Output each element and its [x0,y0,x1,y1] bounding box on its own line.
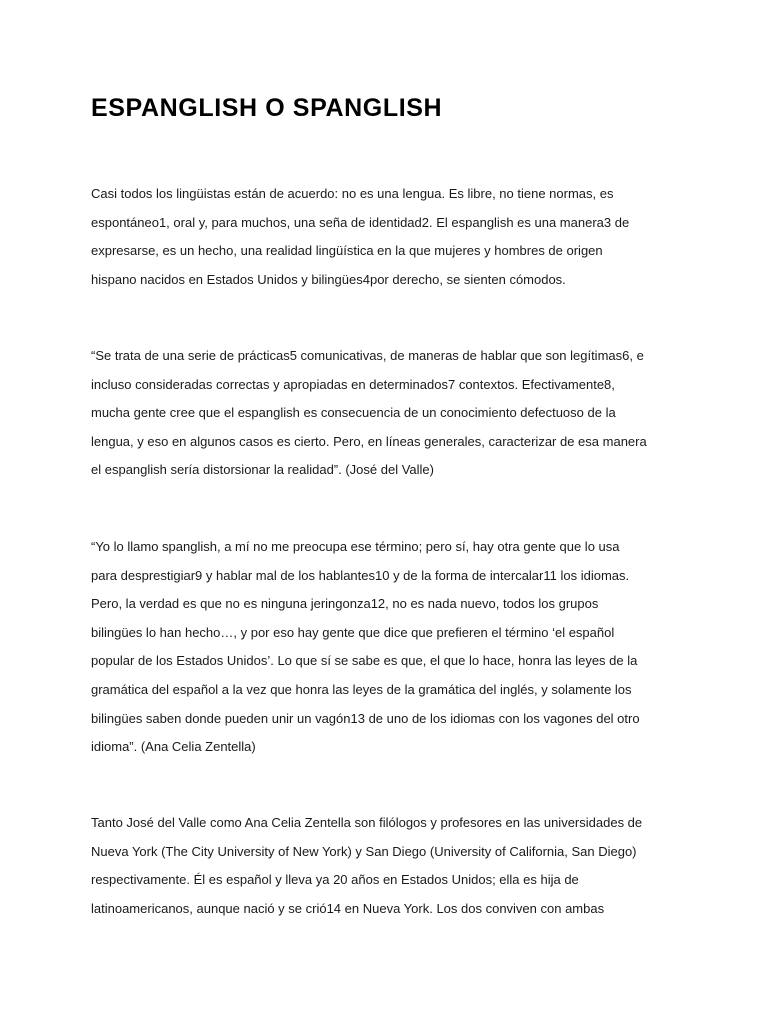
paragraph-quote-ana-celia-zentella [91,533,681,762]
text-line: idioma”. (Ana Celia Zentella) [91,739,256,755]
text-line: popular de los Estados Unidos’. Lo que sí se sabe es que, el que lo hace, honra las leyes de la [91,653,638,669]
paragraph-intro [91,180,681,294]
paragraph-authors-context [91,809,681,923]
text-line: respectivamente. Él es español y lleva ya 20 años en Estados Unidos; ella es hija de [91,872,579,888]
text-line: expresarse, es un hecho, una realidad lingüística en la que mujeres y hombres de origen [91,243,603,259]
text-line: espontáneo1, oral y, para muchos, una seña de identidad2. El espanglish es una manera3 de [91,214,630,230]
text-line: para desprestigiar9 y hablar mal de los hablantes10 y de la forma de intercalar11 los idiomas. [91,567,630,583]
text-line: “Yo lo llamo spanglish, a mí no me preocupa ese término; pero sí, hay otra gente que lo usa [91,539,620,554]
text-line: lengua, y eso en algunos casos es cierto. Pero, en líneas generales, caracterizar de esa manera [91,433,647,449]
text-line: gramática del español a la vez que honra las leyes de la gramática del inglés, y solamente los [91,681,632,697]
text-line: latinoamericanos, aunque nació y se crió14 en Nueva York. Los dos conviven con ambas [91,900,605,916]
text-line: mucha gente cree que el espanglish es consecuencia de un conocimiento defectuoso de la [91,405,616,421]
text-line: bilingües saben donde pueden unir un vagón13 de uno de los idiomas con los vagones del otro [91,710,640,726]
paragraph-quote-jose-del-valle [91,342,681,485]
text-line: bilingües lo han hecho…, y por eso hay gente que dice que prefieren el término ‘el español [91,624,615,640]
text-line: incluso consideradas correctas y apropiadas en determinados7 contextos. Efectivamente8, [91,376,615,392]
text-line: “Se trata de una serie de prácticas5 comunicativas, de maneras de hablar que son legítimas6, e [91,348,644,363]
text-line: Pero, la verdad es que no es ninguna jeringonza12, no es nada nuevo, todos los grupos [91,596,599,612]
text-line: Nueva York (The City University of New York) y San Diego (University of California, San Diego) [91,843,637,859]
document-title: ESPANGLISH O SPANGLISH [91,94,443,122]
text-line: el espanglish sería distorsionar la realidad”. (José del Valle) [91,462,434,478]
text-line: Casi todos los lingüistas están de acuerdo: no es una lengua. Es libre, no tiene normas, es [91,186,614,201]
text-line: Tanto José del Valle como Ana Celia Zentella son filólogos y profesores en las universidades de [91,815,643,830]
text-line: hispano nacidos en Estados Unidos y bilingües4por derecho, se sienten cómodos. [91,271,566,287]
